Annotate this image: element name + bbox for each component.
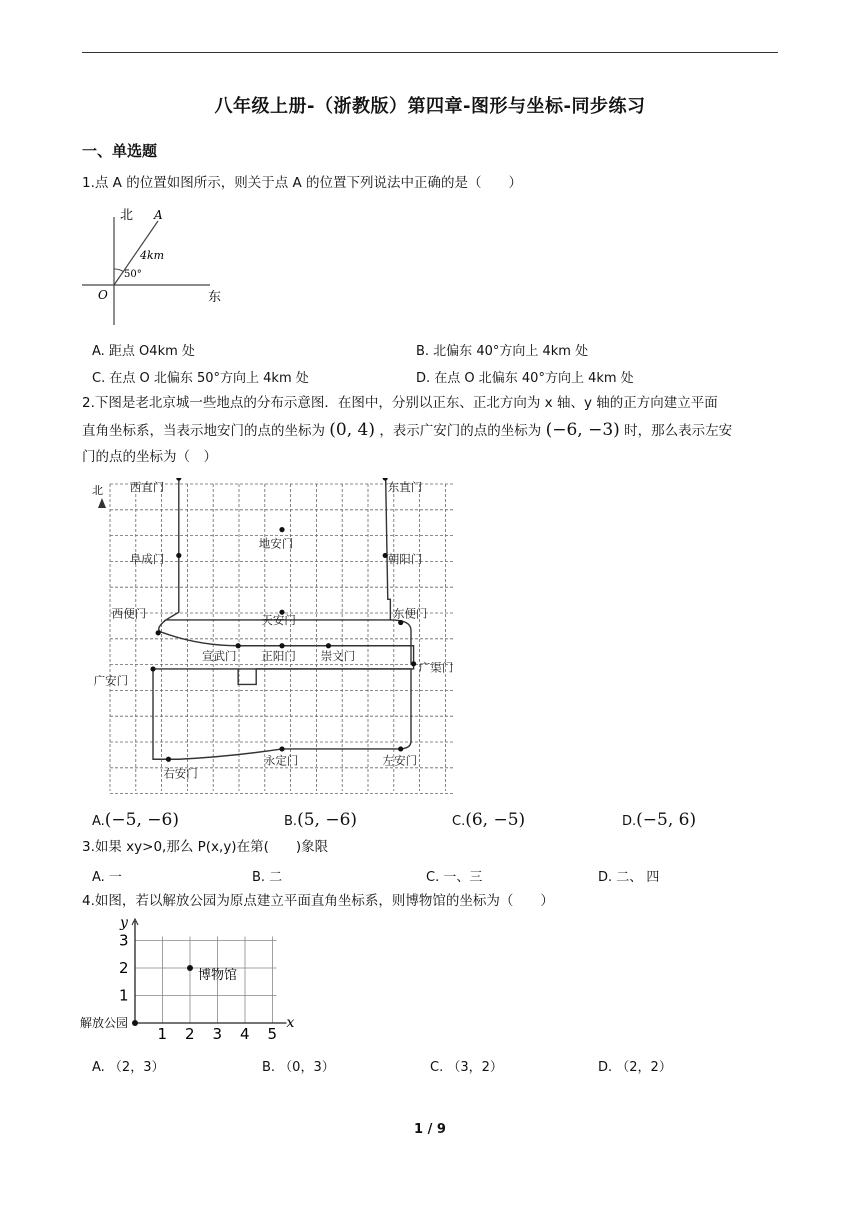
map-gate-point	[279, 643, 284, 648]
map-gate-label: 东便门	[392, 606, 428, 621]
q4-x-tick-label: 4	[240, 1025, 250, 1040]
q3-option-b[interactable]: B. 二	[252, 870, 283, 885]
header-rule	[82, 52, 778, 53]
q3-option-d[interactable]: D. 二、 四	[598, 870, 660, 885]
map-gate-label: 东直门	[387, 479, 423, 494]
page-title: 八年级上册-（浙教版）第四章-图形与坐标-同步练习	[214, 96, 646, 117]
q4-coordinate-figure	[78, 915, 308, 1040]
q4-y-tick-label: 1	[119, 986, 129, 1005]
map-gate-point	[156, 630, 161, 635]
map-gate-point	[398, 620, 403, 625]
map-gate-label: 左安门	[382, 753, 418, 768]
q2-line1: 2.下图是老北京城一些地点的分布示意图．在图中，分别以正东、正北方向为 x 轴、y 轴的正方向建立平面	[82, 395, 718, 411]
q4-y-tick-label: 3	[119, 931, 129, 950]
map-outer-city-wall	[153, 669, 411, 759]
page-number: 1 / 9	[414, 1122, 446, 1137]
map-north-arrow-icon	[98, 498, 106, 508]
q1-option-b[interactable]: B. 北偏东 40°方向上 4km 处	[416, 344, 589, 359]
q4-x-tick-label: 1	[157, 1025, 168, 1040]
q1-distance-label: 4km	[140, 249, 165, 262]
q1-point-label: A	[154, 208, 163, 222]
q3-option-a[interactable]: A. 一	[92, 870, 122, 885]
q2-line2b: ，表示广安门的点的坐标为	[379, 423, 542, 439]
q4-y-tick-label: 2	[119, 959, 129, 977]
q1-north-label: 北	[120, 208, 134, 223]
q2-option-a[interactable]: A.(−5, −6)	[92, 810, 179, 830]
q2-line2c: 时，那么表示左安	[624, 423, 733, 439]
q4-x-tick-label: 2	[185, 1025, 195, 1040]
q4-x-tick-label: 5	[267, 1025, 278, 1040]
map-gate-label: 广安门	[93, 673, 129, 688]
map-gate-label: 朝阳门	[387, 552, 423, 567]
q1-stem: 1.点 A 的位置如图所示，则关于点 A 的位置下列说法中正确的是（ ）	[82, 175, 523, 191]
q2-option-d[interactable]: D.(−5, 6)	[622, 810, 697, 830]
map-gate-label: 永定门	[263, 753, 299, 768]
map-gate-label: 崇文门	[320, 648, 356, 663]
map-north-label: 北	[92, 484, 103, 497]
q4-y-axis-label: y	[120, 915, 128, 931]
map-gate-label: 西直门	[129, 479, 165, 494]
q4-option-b[interactable]: B. （0，3）	[262, 1060, 335, 1075]
q2-option-c[interactable]: C.(6, −5)	[452, 810, 526, 830]
map-gate-point	[398, 746, 403, 751]
q2-line2a: 直角坐标系，当表示地安门的点的坐标为	[82, 423, 325, 439]
map-gate-point	[326, 643, 331, 648]
map-gate-point	[176, 553, 181, 558]
q4-museum-point	[187, 965, 193, 971]
map-gate-label: 宣武门	[202, 648, 237, 663]
q2-option-b[interactable]: B.(5, −6)	[284, 810, 358, 830]
q4-option-a[interactable]: A. （2，3）	[92, 1060, 165, 1075]
map-gate-point	[166, 757, 171, 762]
map-gate-point	[411, 661, 416, 666]
map-gate-label: 西便门	[111, 606, 147, 621]
map-gate-label: 正阳门	[261, 648, 296, 663]
q4-x-axis-label: x	[286, 1015, 295, 1031]
q2-line2	[82, 417, 778, 445]
q2-coord-guanganmen: (−6, −3)	[545, 420, 620, 440]
map-gate-label: 地安门	[258, 536, 294, 551]
q1-east-label: 东	[208, 290, 222, 305]
q4-origin-point	[132, 1020, 138, 1026]
q4-x-tick-label: 3	[212, 1025, 223, 1040]
q3-option-c[interactable]: C. 一、三	[426, 870, 483, 885]
q4-museum-label: 博物馆	[198, 968, 238, 983]
map-gate-point	[279, 746, 284, 751]
section-heading: 一、单选题	[82, 142, 158, 160]
map-gate-point	[236, 643, 241, 648]
q4-option-c[interactable]: C. （3，2）	[430, 1060, 503, 1075]
q4-stem: 4.如图，若以解放公园为原点建立平面直角坐标系，则博物馆的坐标为（ ）	[82, 893, 554, 909]
q4-origin-label: 解放公园	[80, 1016, 129, 1030]
map-gate-label: 右安门	[163, 766, 198, 781]
q2-coord-dianmen: (0, 4)	[329, 420, 376, 440]
q1-option-c[interactable]: C. 在点 O 北偏东 50°方向上 4km 处	[92, 371, 309, 386]
q1-option-d[interactable]: D. 在点 O 北偏东 40°方向上 4km 处	[416, 371, 634, 386]
q4-option-d[interactable]: D. （2，2）	[598, 1060, 672, 1075]
q1-figure	[80, 205, 230, 330]
q1-option-a[interactable]: A. 距点 O4km 处	[92, 344, 195, 359]
q2-line3: 门的点的坐标为（ ）	[82, 449, 217, 465]
map-gate-point	[279, 527, 284, 532]
q1-angle-label: 50°	[124, 269, 142, 280]
map-gate-point	[176, 478, 181, 481]
q2-beijing-map	[88, 478, 460, 798]
map-gate-label: 广渠门	[418, 660, 454, 675]
q3-stem: 3.如果 xy>0,那么 P(x,y)在第( )象限	[82, 839, 329, 855]
q1-origin-label: O	[98, 288, 108, 302]
map-gate-point	[150, 666, 155, 671]
map-gate-label: 阜成门	[129, 552, 165, 567]
map-gate-label: 天安门	[261, 612, 296, 627]
